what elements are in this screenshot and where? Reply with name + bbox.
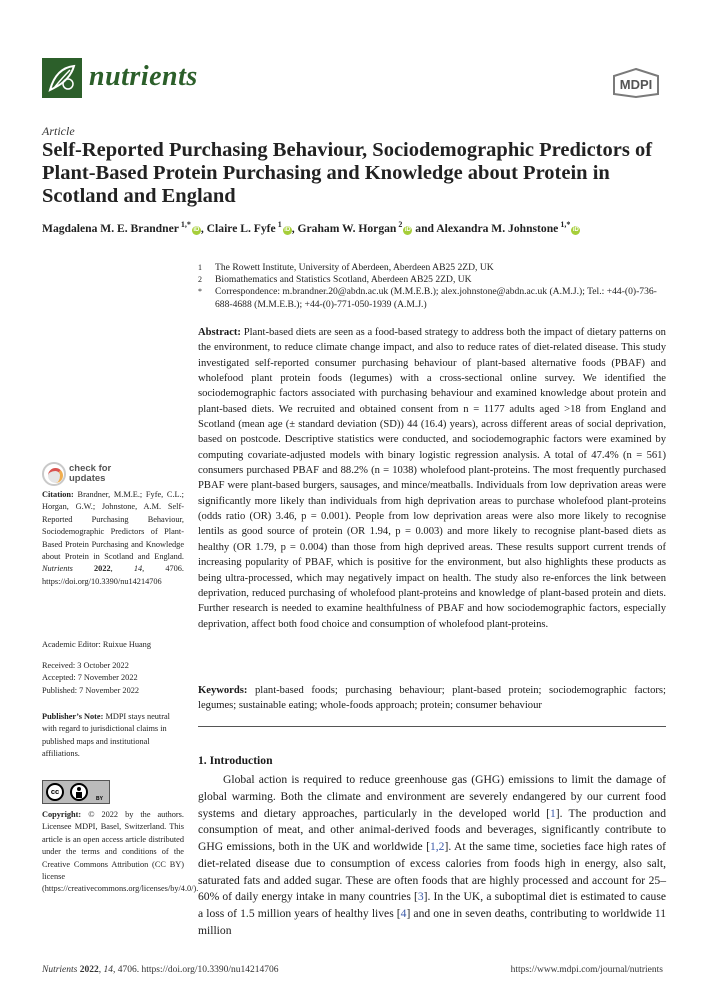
abstract-label: Abstract: <box>198 327 241 338</box>
cc-by-label: BY <box>96 796 103 802</box>
check-updates-line1: check for <box>69 463 112 474</box>
citation-journal: Nutrients <box>42 564 73 574</box>
cc-icon: cc <box>46 783 64 801</box>
dates-block <box>42 660 184 697</box>
received-date: Received: 3 October 2022 <box>42 661 129 670</box>
author-affiliation-mark: 1 <box>275 220 282 229</box>
author-name[interactable]: Graham W. Horgan <box>297 221 397 235</box>
author-affiliation-mark: 2 <box>396 220 403 229</box>
author-name[interactable]: Alexandra M. Johnstone <box>436 221 559 235</box>
reference-link[interactable]: 3 <box>417 890 424 904</box>
reference-link[interactable]: 4 <box>400 907 407 920</box>
check-updates-icon <box>42 462 66 486</box>
nutrients-logo-icon <box>42 58 82 98</box>
affiliation-row <box>198 274 668 286</box>
author-separator: , <box>200 221 207 235</box>
affiliations <box>198 262 668 311</box>
citation-text: Brandner, M.M.E.; Fyfe, C.L.; Horgan, G.W.; Johnstone, A.M. Self-Reported Purchasing Behaviour, Sociodemographic Predictors of Plant-Based Protein Purchasing and Knowledge about Protein in Scotland and England. <box>42 490 184 562</box>
author-affiliation-mark: 1,* <box>178 220 191 229</box>
author-name[interactable]: Magdalena M. E. Brandner <box>42 221 179 235</box>
citation-volume: 14 <box>133 564 143 574</box>
copyright-label: Copyright: <box>42 810 82 819</box>
publisher-note-text: MDPI stays neutral with regard to jurisdictional claims in published maps and institutional affiliations. <box>42 712 170 759</box>
affiliation-mark: 2 <box>198 275 202 285</box>
footer-citation: Nutrients 2022, 14, 4706. https://doi.org/10.3390/nu14214706 <box>42 965 279 975</box>
affiliation-text: The Rowett Institute, University of Aberdeen, Aberdeen AB25 2ZD, UK <box>215 262 494 273</box>
introduction-heading: 1. Introduction <box>198 754 273 767</box>
author-list <box>42 220 672 235</box>
citation-doi[interactable]: , 4706. https://doi.org/10.3390/nu14214706 <box>42 564 184 586</box>
article-type: Article <box>42 124 75 138</box>
affiliation-row <box>198 262 668 274</box>
footer-journal-url[interactable]: https://www.mdpi.com/journal/nutrients <box>510 965 663 975</box>
keywords <box>198 683 666 714</box>
affiliation-mark: * <box>198 287 202 297</box>
orcid-icon[interactable]: iD <box>404 226 411 233</box>
orcid-icon[interactable]: iD <box>572 226 579 233</box>
citation-label: Citation: <box>42 490 74 499</box>
publisher-note-label: Publisher’s Note: <box>42 712 104 721</box>
published-date: Published: 7 November 2022 <box>42 685 140 695</box>
author-separator: , <box>291 221 298 235</box>
mdpi-logo-text: MDPI <box>619 77 653 92</box>
journal-name: nutrients <box>89 61 198 92</box>
author-separator: and <box>412 221 437 235</box>
check-for-updates-button[interactable] <box>42 462 114 488</box>
introduction-text: ] and one in seven deaths, contributing to worldwide 11 million <box>198 907 667 937</box>
footer-volume: 14 <box>103 965 113 975</box>
citation-block: Citation: Brandner, M.M.E.; Fyfe, C.L.; Horgan, G.W.; Johnstone, A.M. Self-Reported Purchasing Behaviour, Sociodemographic Predictors of Plant-Based Protein Purchasing and Knowledge about Protein in Scotland and England. Nutrients 2022, 14, 4706. https://doi.org/10.3390/nu14214706 <box>42 490 184 586</box>
publisher-note <box>42 711 184 761</box>
copyright-text: © 2022 by the authors. Licensee MDPI, Basel, Switzerland. This article is an open access article distributed under the terms and conditions of the Creative Commons Attribution (CC BY) license (https://creativecommons.org/licenses/by/4.0/). <box>42 810 199 894</box>
introduction-text: ]. At the same time, societies face high rates of diet-related disease due to consumption of excess calories from foods high in energy, also salt, saturated fats and added sugar. These are often foods that are highly processed and account for 25–60% of daily energy intake in many countries [ <box>198 840 666 904</box>
affiliation-mark: 1 <box>198 263 202 272</box>
introduction-text: ]. The production and consumption of meat, and other animal-derived foods and beverages, significantly contribute to GHG emissions, both in the UK and worldwide [ <box>198 806 666 853</box>
academic-editor: Academic Editor: Ruixue Huang <box>42 640 151 649</box>
orcid-icon[interactable]: iD <box>284 226 291 233</box>
keywords-label: Keywords: <box>198 685 248 696</box>
attribution-icon <box>70 783 88 801</box>
introduction-text: Global action is required to reduce greenhouse gas (GHG) emissions to limit the damage of global warming. Both the climate and environment are severely endangered by our current food systems and dietary approaches, particularly in the developed world [ <box>198 773 666 820</box>
orcid-icon[interactable]: iD <box>193 226 200 233</box>
affiliation-text: Biomathematics and Statistics Scotland, Aberdeen AB25 2ZD, UK <box>215 274 472 286</box>
abstract-text: Plant-based diets are seen as a food-based strategy to address both the impact of dietary patterns on the environment, to reduce climate change impact, and also to reduce rates of diet-related disease. This study investigated self-reported consumer purchasing behaviour of plant-based alternative foods (PBAF) and wholefood plant protein foods (legumes) with a cross-sectional online survey. We identified the sociodemographic factors associated with purchasing behaviour and examined knowledge about protein and plant-based diets. We recruited and obtained consent from n = 1177 adults aged >18 from England and Scotland (mean age (± standard deviation (SD)) 44 (16.4) years), across different areas of social deprivation, based on postcode. Descriptive statistics were conducted, and sociodemographic factors were examined by computing covariate-adjusted models with binary logistic regression analysis. A total of 47.4% (n = 561) consumers purchased PBAF and 88.2% (n = 1038) wholefood plant-proteins. The most frequently purchased PBAF were plant-based burgers, sausages, and mince/meatballs. Individuals from low deprivation areas were significantly more likely than individuals from high deprivation areas to purchase wholefood plant-proteins (odds ratio (OR) 3.46, p = 0.001). People from low deprivation areas were also more likely to recognise lentils as good source of protein (OR 1.94, p = 0.003) and more likely to recognise plant-based diets as healthy (OR 1.79, p = 0.004) than those from high deprived areas. These results support current trends of increasing popularity of PBAF, which is positive for the environment, but also highlights these products as being ultra-processed, which may negatively impact on health. The study also re-enforces the link between deprivation, reduced purchasing of wholefood plant-proteins and knowledge of plant-based protein and diets. Further research is needed to examine healthfulness of PBAF and how sociodemographic factors, especially deprivation, affect both food choice and consumption of wholefood plant-proteins. <box>198 327 666 630</box>
footer-journal: Nutrients <box>42 965 78 975</box>
keywords-text: plant-based foods; purchasing behaviour; plant-based protein; sociodemographic factors; legumes; sustainable eating; whole-foods approach; protein; consumer behaviour <box>198 685 666 712</box>
author-affiliation-mark: 1,* <box>558 220 571 229</box>
footer-year: 2022 <box>79 965 99 975</box>
accepted-date: Accepted: 7 November 2022 <box>42 673 138 683</box>
affiliation-row <box>198 286 668 310</box>
affiliation-text: Correspondence: m.brandner.20@abdn.ac.uk (M.M.E.B.); alex.johnstone@abdn.ac.uk (A.M.J.); Tel.: +44-(0)-736-688-4688 (M.M.E.B.); +44-(0)-771-050-1939 (A.M.J.) <box>215 286 657 310</box>
check-updates-line2: updates <box>69 472 106 484</box>
reference-link[interactable]: 1,2 <box>429 840 445 853</box>
section-divider <box>198 726 666 727</box>
introduction-text: ]. In the UK, a suboptimal diet is estimated to cause a loss of 1.5 million years of healthy lives [ <box>198 890 666 920</box>
copyright-block <box>42 809 199 896</box>
reference-link[interactable]: 1 <box>549 806 556 820</box>
cc-by-license-badge[interactable] <box>42 780 110 804</box>
author-name[interactable]: Claire L. Fyfe <box>206 221 276 235</box>
footer-doi[interactable]: , 4706. https://doi.org/10.3390/nu14214706 <box>113 965 279 975</box>
introduction-body <box>198 772 666 940</box>
mdpi-logo-icon <box>611 68 661 98</box>
citation-year: 2022 <box>94 564 111 574</box>
article-title: Self-Reported Purchasing Behaviour, Sociodemographic Predictors of Plant-Based Protein Purchasing and Knowledge about Protein in Scotland and England <box>42 139 653 207</box>
abstract <box>198 325 666 632</box>
